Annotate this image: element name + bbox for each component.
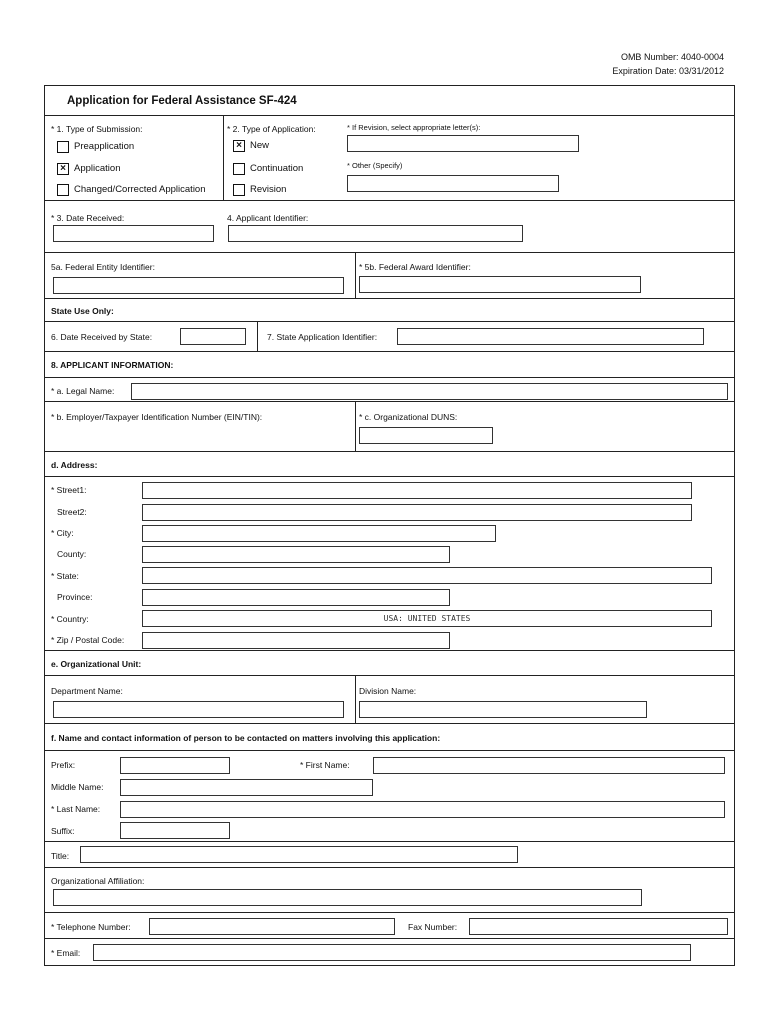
last-name-field[interactable] [120,801,725,818]
state-use-section [45,322,734,352]
state-label: * State: [51,571,79,581]
submission-type-label: * 1. Type of Submission: [51,124,143,134]
revision-letter-label: * If Revision, select appropriate letter(s): [347,123,481,132]
country-label: * Country: [51,614,89,624]
street2-field[interactable] [142,504,692,521]
address-header [45,452,734,477]
divider [355,253,356,299]
first-name-label: * First Name: [300,760,350,770]
federal-entity-field[interactable] [53,277,344,294]
city-field[interactable] [142,525,496,542]
ein-label: * b. Employer/Taxpayer Identification Number (EIN/TIN): [51,412,263,422]
new-label: New [250,140,270,151]
federal-identifier-section [45,253,734,299]
org-unit-title: e. Organizational Unit: [51,659,142,669]
address-section [45,477,734,651]
state-app-id-label: 7. State Application Identifier: [267,332,378,342]
county-field[interactable] [142,546,450,563]
duns-field[interactable] [359,427,493,444]
org-unit-section [45,676,734,724]
revision-label: Revision [250,184,287,195]
form-title-section [45,86,734,116]
state-date-label: 6. Date Received by State: [51,332,153,342]
checkbox-revision[interactable] [233,184,245,196]
date-received-field[interactable] [53,225,214,242]
title-label: Title: [51,851,70,861]
federal-entity-label: 5a. Federal Entity Identifier: [51,262,155,272]
suffix-label: Suffix: [51,826,75,836]
province-label: Province: [57,592,93,602]
federal-award-field[interactable] [359,276,641,293]
affiliation-label: Organizational Affiliation: [51,876,145,886]
org-unit-header [45,651,734,676]
applicant-identifier-label: 4. Applicant Identifier: [227,213,309,223]
telephone-label: * Telephone Number: [51,922,131,932]
suffix-field[interactable] [120,822,230,839]
first-name-field[interactable] [373,757,725,774]
fax-label: Fax Number: [408,922,458,932]
contact-title: f. Name and contact information of person to be contacted on matters involving this application: [51,733,441,743]
legal-name-section [45,378,734,402]
legal-name-field[interactable] [131,383,728,400]
checkbox-continuation[interactable] [233,163,245,175]
department-name-label: Department Name: [51,686,123,696]
middle-name-field[interactable] [120,779,373,796]
prefix-field[interactable] [120,757,230,774]
divider [223,116,224,201]
state-date-field[interactable] [180,328,246,345]
title-field[interactable] [80,846,518,863]
affiliation-field[interactable] [53,889,642,906]
email-section [45,939,734,966]
last-name-label: * Last Name: [51,804,101,814]
changed-corrected-label: Changed/Corrected Application [74,184,206,195]
duns-label: * c. Organizational DUNS: [359,412,458,422]
division-name-label: Division Name: [359,686,417,696]
date-received-section [45,201,734,253]
contact-title-section [45,842,734,868]
divider [355,402,356,452]
department-name-field[interactable] [53,701,344,718]
street1-field[interactable] [142,482,692,499]
state-app-id-field[interactable] [397,328,704,345]
ein-duns-section [45,402,734,452]
date-received-label: * 3. Date Received: [51,213,125,223]
street2-label: Street2: [57,507,87,517]
other-specify-field[interactable] [347,175,559,192]
county-label: County: [57,549,87,559]
province-field[interactable] [142,589,450,606]
form-title: Application for Federal Assistance SF-424 [67,95,297,107]
expiration-date: Expiration Date: 03/31/2012 [612,66,724,76]
checkbox-preapplication[interactable] [57,141,69,153]
applicant-identifier-field[interactable] [228,225,523,242]
omb-info [612,50,724,78]
sf424-form [44,85,735,966]
phone-fax-section [45,913,734,939]
checkbox-new[interactable]: × [233,140,245,152]
divider [257,322,258,352]
fax-field[interactable] [469,918,728,935]
state-use-header [45,299,734,322]
prefix-label: Prefix: [51,760,76,770]
address-title: d. Address: [51,460,98,470]
zip-field[interactable] [142,632,450,649]
continuation-label: Continuation [250,163,304,174]
city-label: * City: [51,528,74,538]
preapplication-label: Preapplication [74,141,135,152]
omb-number: OMB Number: 4040-0004 [620,52,724,62]
email-field[interactable] [93,944,691,961]
state-field[interactable] [142,567,712,584]
email-label: * Email: [51,948,81,958]
street1-label: * Street1: [51,485,87,495]
affiliation-section [45,868,734,913]
revision-letter-field[interactable] [347,135,579,152]
divider [355,676,356,724]
division-name-field[interactable] [359,701,647,718]
federal-award-label: * 5b. Federal Award Identifier: [359,262,471,272]
contact-header [45,724,734,751]
applicant-info-header [45,352,734,378]
telephone-field[interactable] [149,918,395,935]
application-type-label: * 2. Type of Application: [227,124,316,134]
contact-name-section [45,751,734,842]
state-use-title: State Use Only: [51,306,114,316]
applicant-info-title: 8. APPLICANT INFORMATION: [51,360,174,370]
country-field[interactable]: USA: UNITED STATES [142,610,712,627]
submission-section [45,116,734,201]
checkbox-application[interactable]: × [57,163,69,175]
zip-label: * Zip / Postal Code: [51,635,125,645]
middle-name-label: Middle Name: [51,782,104,792]
application-label: Application [74,163,121,174]
legal-name-label: * a. Legal Name: [51,386,115,396]
checkbox-changed-corrected[interactable] [57,184,69,196]
other-specify-label: * Other (Specify) [347,161,403,170]
